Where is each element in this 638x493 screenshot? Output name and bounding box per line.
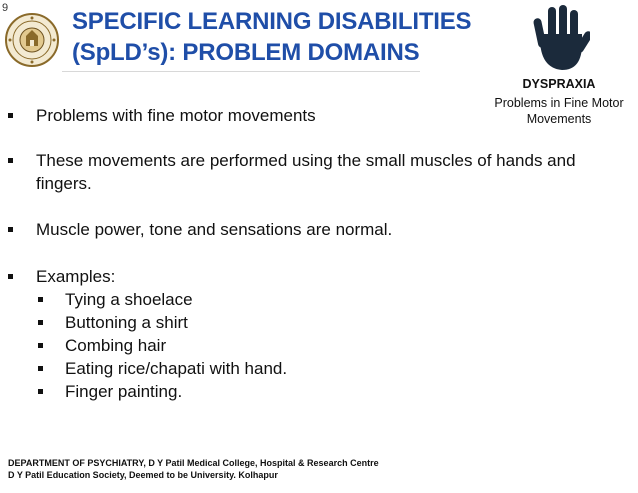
bullet-marker — [8, 274, 13, 279]
sub-bullet-item — [65, 334, 465, 357]
university-seal-logo — [4, 12, 60, 68]
bullet-marker — [8, 113, 13, 118]
sub-bullet-item — [65, 380, 465, 403]
sub-bullet-item — [65, 311, 465, 334]
title-line-1: SPECIFIC LEARNING DISABILITIES — [72, 8, 472, 35]
sub-bullet-text: Eating rice/chapati with hand. — [65, 359, 288, 378]
bullet-item — [36, 104, 476, 127]
sub-bullet-text: Buttoning a shirt — [65, 313, 188, 332]
title-line-2: (SpLD’s): PROBLEM DOMAINS — [72, 39, 420, 66]
sub-bullet-item — [65, 288, 465, 311]
bullet-item — [36, 218, 632, 241]
page-title — [72, 6, 512, 68]
bullet-text: Examples: — [36, 267, 116, 286]
dyspraxia-subtitle-line-1: Problems in Fine Motor — [494, 96, 624, 110]
hand-icon — [532, 4, 590, 74]
bullet-item — [36, 265, 436, 288]
sub-bullet-text: Finger painting. — [65, 382, 183, 401]
bullet-item — [36, 149, 632, 195]
footer-line-2: D Y Patil Education Society, Deemed to be University. Kolhapur — [8, 470, 278, 480]
bullet-marker — [38, 343, 43, 348]
footer-line-1: DEPARTMENT OF PSYCHIATRY, D Y Patil Medical College, Hospital & Research Centre — [8, 458, 379, 468]
bullet-marker — [38, 320, 43, 325]
sub-bullet-text: Combing hair — [65, 336, 167, 355]
title-divider — [62, 71, 420, 72]
bullet-marker — [8, 227, 13, 232]
bullet-text: Problems with fine motor movements — [36, 106, 316, 125]
bullet-marker — [38, 389, 43, 394]
dyspraxia-heading: DYSPRAXIA — [522, 77, 596, 91]
dyspraxia-subtitle — [484, 95, 634, 127]
bullet-text: Muscle power, tone and sensations are normal. — [36, 220, 393, 239]
sub-bullet-text: Tying a shoelace — [65, 290, 193, 309]
bullet-marker — [38, 297, 43, 302]
footer — [8, 457, 379, 481]
bullet-marker — [38, 366, 43, 371]
bullet-text: These movements are performed using the small muscles of hands and fingers. — [36, 151, 576, 193]
sub-bullet-item — [65, 357, 465, 380]
slide-number: 9 — [2, 2, 9, 14]
dyspraxia-subtitle-line-2: Movements — [526, 112, 592, 126]
bullet-marker — [8, 158, 13, 163]
